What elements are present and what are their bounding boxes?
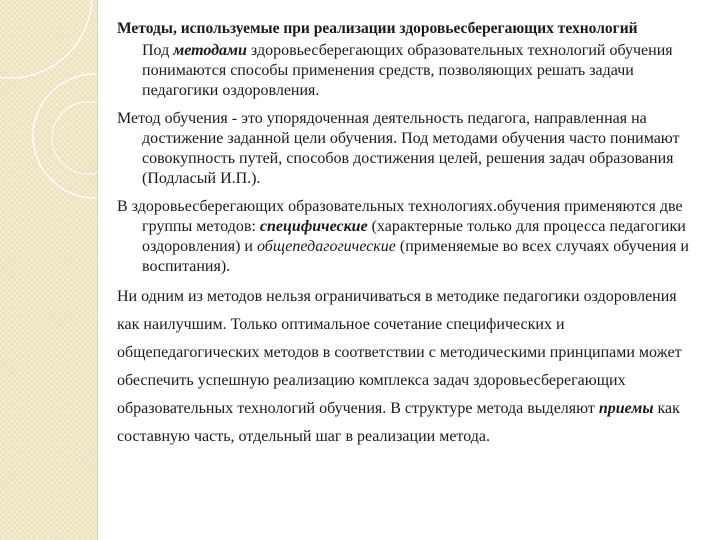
slide-content <box>117 18 697 451</box>
p3-emphasis-general: общепедагогические <box>256 238 396 255</box>
p1-emphasis-methods: методами <box>173 42 247 59</box>
p3-text-c: (характерные только для процесса педагогики оздоровления) и <box>142 218 686 255</box>
paragraph-combination <box>117 283 697 451</box>
paragraph-methods-definition <box>117 41 697 101</box>
p3-emphasis-specific: специфические <box>259 218 368 235</box>
p1-text-a: Под <box>142 42 174 59</box>
p4-text-c: как составную часть, отдельный шаг в реализации метода. <box>117 400 680 445</box>
p3-text-e: (применяемые во всех случаях обучения и воспитания). <box>142 238 689 275</box>
paragraph-method-groups <box>117 197 697 277</box>
paragraph-teaching-method: Метод обучения - это упорядоченная деятельность педагога, направленная на достижение заданной цели обучения. Под методами обучения часто понимают совокупность путей, способов достижения целей, решения задач образования (Подласый И.П.). <box>117 110 680 187</box>
p1-text-c: здоровьесберегающих образовательных технологий обучения понимаются способы применения средств, позволяющих решать задачи педагогики оздоровления. <box>142 42 673 99</box>
p4-emphasis-techniques: приемы <box>598 400 654 417</box>
decorative-sidebar <box>0 0 98 540</box>
p4-text-a: Ни одним из методов нельзя ограничиваться в методике педагогики оздоровления как наилучшим. Только оптимальное сочетание специфических и общепедагогических методов в соответствии с методическими принципами может обеспечить успешную реализацию комплекса задач здоровьесберегающих образовательных технологий обучения. В структуре метода выделяют <box>117 288 682 417</box>
circle-ornament <box>0 0 97 540</box>
slide-title: Методы, используемые при реализации здоровьесберегающих технологий <box>117 20 638 37</box>
p3-text-a: В здоровьесберегающих образовательных технологиях.обучения применяются две группы методов: <box>117 198 683 235</box>
